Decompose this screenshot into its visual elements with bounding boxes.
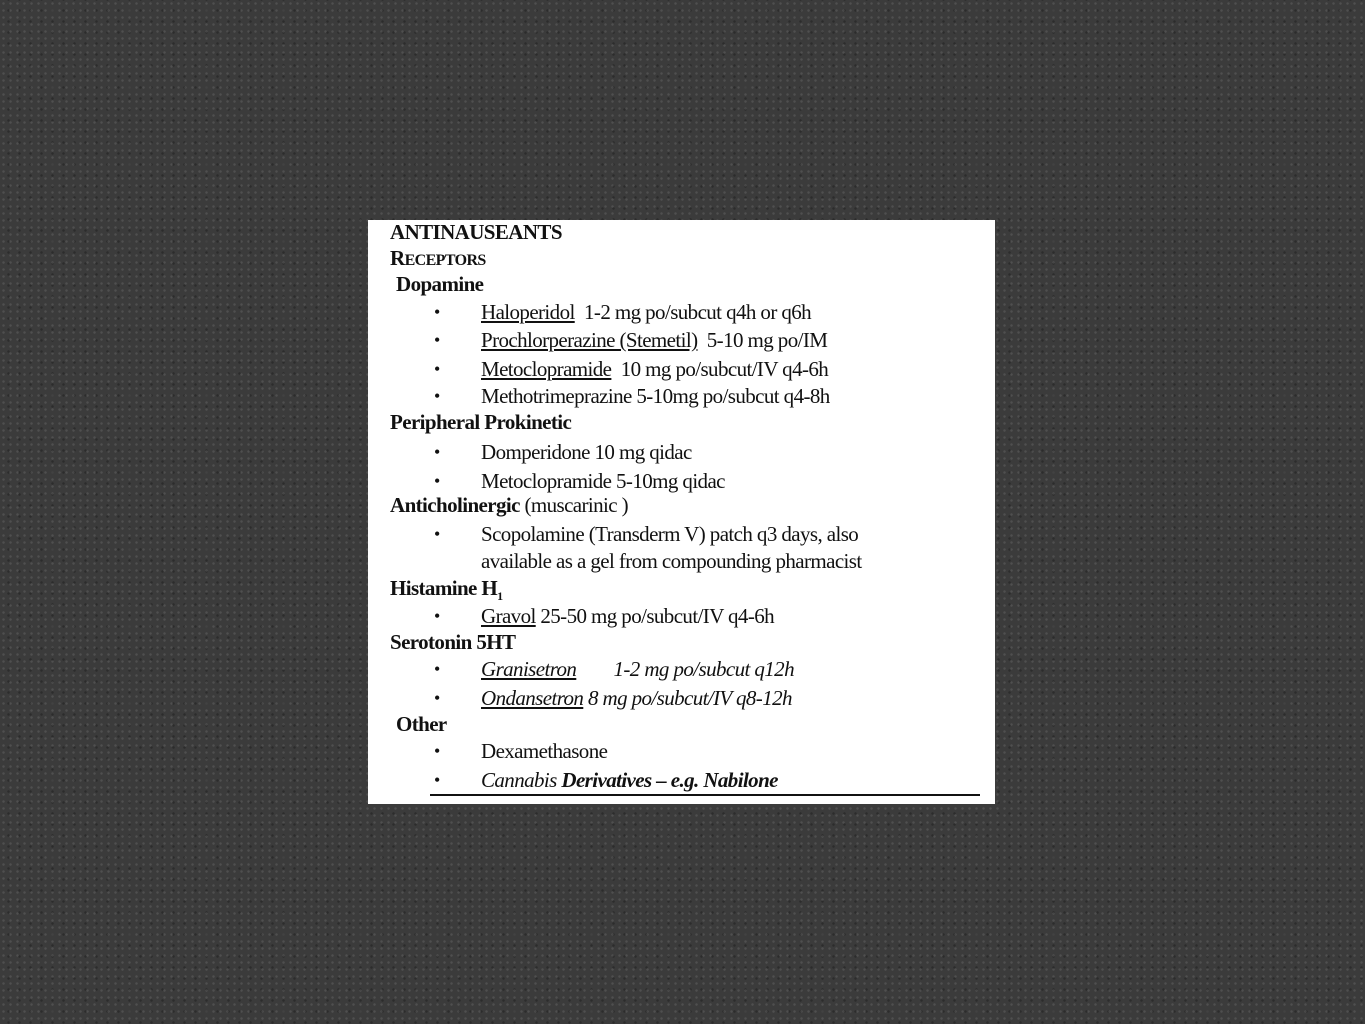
list-item-line-1: Scopolamine (Transderm V) patch q3 days, also (481, 522, 859, 546)
heading-histamine: Histamine $H_1$ (390, 576, 503, 603)
list-item: Dexamethasone (481, 739, 608, 763)
list-item: Gravol 25-50 mg po/subcut/IV q4-6h (481, 604, 775, 628)
list-item: Methotrimeprazine 5-10mg po/subcut q4-8h (481, 384, 830, 408)
bullet-icon: • (434, 471, 441, 491)
list-item: Cannabis Derivatives – e.g. Nabilone (481, 768, 778, 792)
list-item-line-2: available as a gel from compounding pharmacist (481, 549, 862, 573)
bullet-icon: • (434, 359, 441, 379)
list-item: Metoclopramide 5-10mg qidac (481, 469, 725, 493)
list-item: Metoclopramide 10 mg po/subcut/IV q4-6h (481, 357, 829, 381)
bullet-icon: • (434, 770, 441, 790)
bullet-icon: • (434, 442, 441, 462)
section-heading-receptors: RECEPTORS (390, 246, 486, 270)
heading-peripheral-prokinetic: Peripheral Prokinetic (390, 410, 572, 434)
bullet-icon: • (434, 386, 441, 406)
page-title: ANTINAUSEANTS (390, 220, 562, 244)
list-item: Ondansetron 8 mg po/subcut/IV q8-12h (481, 686, 792, 710)
heading-anticholinergic: Anticholinergic (muscarinic ) (390, 493, 629, 517)
list-item: Domperidone 10 mg qidac (481, 440, 692, 464)
bottom-rule (430, 794, 980, 796)
bullet-icon: • (434, 659, 441, 679)
heading-dopamine: Dopamine (396, 272, 484, 296)
bullet-icon: • (434, 606, 441, 626)
bullet-icon: • (434, 330, 441, 350)
list-item: Prochlorperazine (Stemetil) 5-10 mg po/IM (481, 328, 828, 352)
bullet-icon: • (434, 302, 441, 322)
list-item: Granisetron 1-2 mg po/subcut q12h (481, 657, 794, 681)
heading-serotonin: Serotonin 5HT (390, 630, 516, 654)
bullet-icon: • (434, 741, 441, 761)
document-page (368, 220, 995, 804)
heading-other: Other (396, 712, 447, 736)
bullet-icon: • (434, 524, 441, 544)
bullet-icon: • (434, 688, 441, 708)
list-item: Haloperidol 1-2 mg po/subcut q4h or q6h (481, 300, 812, 324)
